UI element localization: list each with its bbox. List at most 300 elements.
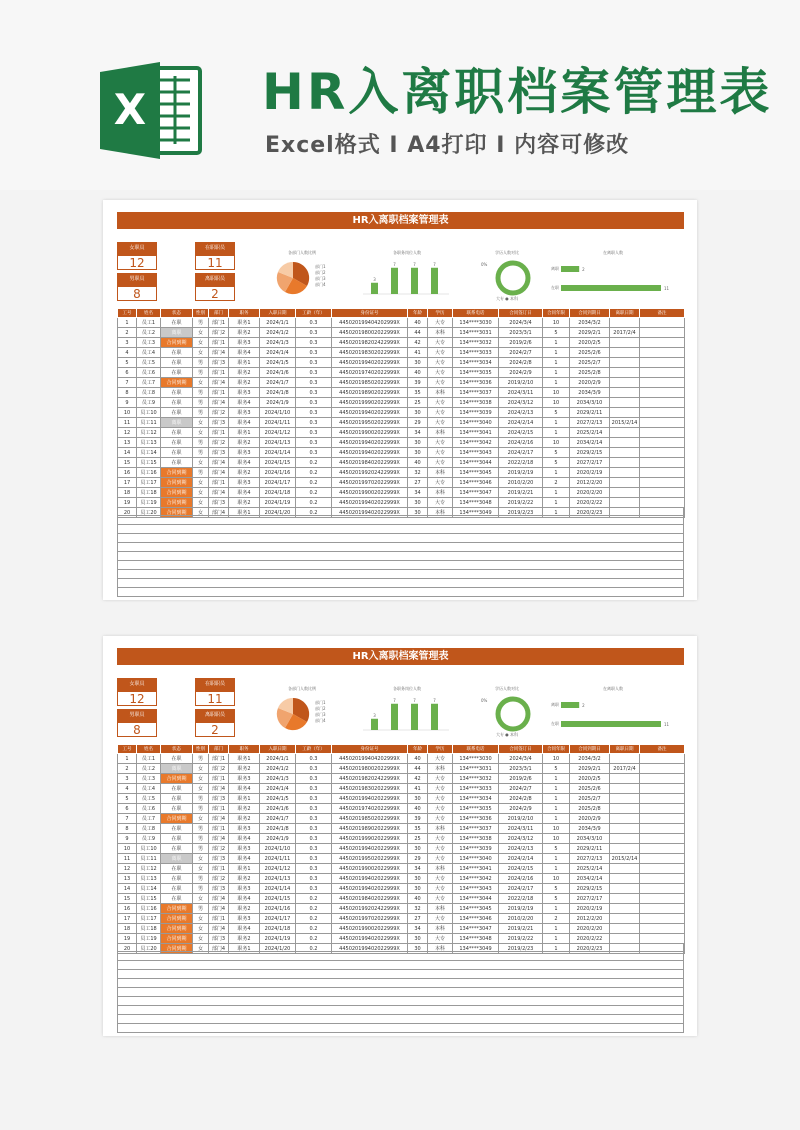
table-cell: 445020198002022999X <box>332 328 408 338</box>
empty-row <box>117 552 684 561</box>
table-cell: 职务4 <box>229 398 260 408</box>
column-header: 工龄（年） <box>296 309 332 318</box>
table-cell: 大专 <box>428 318 453 328</box>
table-cell: 35 <box>408 824 428 834</box>
empty-row <box>117 525 684 534</box>
table-cell: 员工9 <box>137 398 161 408</box>
table-cell: 部门2 <box>209 874 229 884</box>
promo-header <box>0 0 800 190</box>
table-cell: 员工17 <box>137 914 161 924</box>
table-row <box>118 428 685 438</box>
table-cell: 2024/1/6 <box>260 804 296 814</box>
table-cell: 本科 <box>428 468 453 478</box>
sheet-preview-top <box>103 200 697 600</box>
pie-legend <box>315 264 326 288</box>
table-cell: 134****3041 <box>453 864 499 874</box>
table-cell: 2019/2/22 <box>499 934 543 944</box>
empty-row <box>117 943 684 952</box>
table-cell: 1 <box>118 754 137 764</box>
table-cell: 部门1 <box>209 754 229 764</box>
table-cell: 部门1 <box>209 318 229 328</box>
column-header: 职务 <box>229 745 260 754</box>
table-cell: 2024/1/15 <box>260 458 296 468</box>
empty-row <box>117 543 684 552</box>
table-row <box>118 924 685 934</box>
table-cell: 职务3 <box>229 408 260 418</box>
table-cell: 部门3 <box>209 498 229 508</box>
table-cell: 合同到期 <box>161 904 193 914</box>
table-cell: 部门4 <box>209 508 229 518</box>
table-cell: 29 <box>408 854 428 864</box>
table-cell: 2034/3/9 <box>570 388 610 398</box>
table-cell: 大专 <box>428 408 453 418</box>
table-cell: 2024/2/7 <box>499 784 543 794</box>
table-cell: 0.2 <box>296 458 332 468</box>
table-cell: 男 <box>193 358 209 368</box>
table-cell: 员工4 <box>137 348 161 358</box>
table-cell: 女 <box>193 378 209 388</box>
table-cell: 大专 <box>428 358 453 368</box>
table-cell: 2025/2/7 <box>570 794 610 804</box>
table-cell: 39 <box>408 378 428 388</box>
table-cell: 134****3030 <box>453 318 499 328</box>
table-cell: 职务3 <box>229 824 260 834</box>
table-cell: 2024/1/17 <box>260 478 296 488</box>
table-cell: 本科 <box>428 944 453 954</box>
table-cell: 0.3 <box>296 854 332 864</box>
table-cell: 女 <box>193 934 209 944</box>
table-cell: 0.2 <box>296 478 332 488</box>
table-cell <box>610 438 640 448</box>
table-cell: 17 <box>118 914 137 924</box>
table-cell: 部门4 <box>209 458 229 468</box>
table-cell: 0.3 <box>296 408 332 418</box>
table-cell: 部门1 <box>209 774 229 784</box>
donut-percent: 0% <box>481 262 488 267</box>
table-cell: 0.3 <box>296 448 332 458</box>
table-cell: 445020198902022999X <box>332 824 408 834</box>
table-cell: 员工12 <box>137 428 161 438</box>
table-cell: 0.3 <box>296 804 332 814</box>
table-cell: 10 <box>543 824 570 834</box>
table-cell: 1 <box>543 488 570 498</box>
table-cell <box>610 358 640 368</box>
table-cell: 在职 <box>161 358 193 368</box>
table-cell: 职务1 <box>229 754 260 764</box>
table-cell <box>610 794 640 804</box>
table-cell <box>610 468 640 478</box>
table-cell: 2024/2/15 <box>499 864 543 874</box>
table-cell: 职务3 <box>229 844 260 854</box>
column-header: 合同年限 <box>543 745 570 754</box>
hbar-value-label: 2 <box>582 267 585 272</box>
table-cell: 9 <box>118 834 137 844</box>
table-cell <box>640 874 685 884</box>
table-cell: 2 <box>118 764 137 774</box>
pie-legend-item: 部门3 <box>315 712 326 717</box>
table-cell <box>610 398 640 408</box>
table-cell <box>640 754 685 764</box>
table-cell: 134****3032 <box>453 338 499 348</box>
table-cell: 2024/2/13 <box>499 408 543 418</box>
table-cell: 445020199502022999X <box>332 418 408 428</box>
table-cell: 在职 <box>161 834 193 844</box>
table-cell: 42 <box>408 774 428 784</box>
table-header-row <box>118 745 685 754</box>
table-cell: 女 <box>193 478 209 488</box>
empty-row <box>117 1015 684 1024</box>
table-cell: 员工5 <box>137 794 161 804</box>
table-cell: 职务2 <box>229 874 260 884</box>
table-cell: 10 <box>543 754 570 764</box>
bar-value-label: 7 <box>413 261 416 267</box>
table-cell: 15 <box>118 894 137 904</box>
table-cell: 0.2 <box>296 924 332 934</box>
table-cell: 女 <box>193 944 209 954</box>
table-cell: 大专 <box>428 854 453 864</box>
table-cell: 2019/2/10 <box>499 378 543 388</box>
column-header: 性别 <box>193 745 209 754</box>
table-cell: 职务3 <box>229 884 260 894</box>
table-cell: 2019/2/22 <box>499 498 543 508</box>
table-cell: 13 <box>118 438 137 448</box>
table-cell: 部门4 <box>209 834 229 844</box>
bar-mark <box>391 704 398 730</box>
table-cell: 2012/2/20 <box>570 914 610 924</box>
table-cell: 0.3 <box>296 398 332 408</box>
table-cell: 大专 <box>428 448 453 458</box>
left-count-label: 离职职员 <box>195 273 235 286</box>
table-row <box>118 814 685 824</box>
table-cell: 42 <box>408 338 428 348</box>
table-cell: 职务1 <box>229 358 260 368</box>
table-row <box>118 894 685 904</box>
table-cell: 40 <box>408 754 428 764</box>
table-cell: 2024/1/10 <box>260 408 296 418</box>
table-cell: 部门4 <box>209 924 229 934</box>
table-cell: 5 <box>543 884 570 894</box>
table-cell: 1 <box>543 428 570 438</box>
column-header: 学历 <box>428 745 453 754</box>
table-cell: 7 <box>118 378 137 388</box>
table-row <box>118 318 685 328</box>
table-cell: 2020/2/9 <box>570 814 610 824</box>
table-cell: 0.3 <box>296 844 332 854</box>
table-cell: 在职 <box>161 804 193 814</box>
table-cell: 134****3031 <box>453 328 499 338</box>
table-cell: 部门3 <box>209 448 229 458</box>
table-cell: 34 <box>408 924 428 934</box>
empty-row <box>117 570 684 579</box>
table-cell: 本科 <box>428 904 453 914</box>
table-cell: 445020198502022999X <box>332 814 408 824</box>
column-header: 入职日期 <box>260 309 296 318</box>
table-cell: 女 <box>193 814 209 824</box>
table-cell: 14 <box>118 448 137 458</box>
pie-legend-item: 部门1 <box>315 264 326 269</box>
table-cell: 134****3048 <box>453 498 499 508</box>
table-cell <box>640 824 685 834</box>
table-cell: 部门4 <box>209 398 229 408</box>
empty-row <box>117 997 684 1006</box>
table-cell: 2024/1/13 <box>260 438 296 448</box>
table-cell: 部门1 <box>209 824 229 834</box>
table-cell: 职务1 <box>229 508 260 518</box>
table-cell: 2029/2/11 <box>570 408 610 418</box>
table-cell: 职务2 <box>229 498 260 508</box>
table-cell: 10 <box>118 408 137 418</box>
table-cell <box>640 458 685 468</box>
table-row <box>118 844 685 854</box>
table-cell: 2017/2/4 <box>610 328 640 338</box>
table-cell: 2019/2/23 <box>499 508 543 518</box>
table-cell <box>640 338 685 348</box>
donut-legend: 大专 ● 本科 <box>496 296 519 301</box>
table-cell: 大专 <box>428 804 453 814</box>
table-cell: 大专 <box>428 438 453 448</box>
table-cell: 员工14 <box>137 448 161 458</box>
table-cell: 134****3046 <box>453 914 499 924</box>
table-cell: 部门4 <box>209 814 229 824</box>
table-cell <box>640 388 685 398</box>
table-cell: 0.3 <box>296 338 332 348</box>
table-cell <box>640 408 685 418</box>
table-cell: 部门1 <box>209 864 229 874</box>
bar-mark <box>371 283 378 294</box>
table-cell: 3 <box>118 338 137 348</box>
table-cell: 0.3 <box>296 764 332 774</box>
table-cell: 2020/2/22 <box>570 498 610 508</box>
table-cell: 2025/2/14 <box>570 428 610 438</box>
table-cell: 12 <box>118 428 137 438</box>
table-cell: 4 <box>118 348 137 358</box>
table-cell: 大专 <box>428 884 453 894</box>
table-cell: 445020199402022999X <box>332 438 408 448</box>
table-cell: 职务4 <box>229 458 260 468</box>
table-cell: 员工14 <box>137 884 161 894</box>
table-cell: 女 <box>193 854 209 864</box>
table-cell: 10 <box>543 318 570 328</box>
bar-mark <box>431 704 438 730</box>
table-cell: 员工15 <box>137 458 161 468</box>
table-cell: 男 <box>193 904 209 914</box>
table-cell: 大专 <box>428 458 453 468</box>
table-cell: 4 <box>118 784 137 794</box>
hbar-value-label: 11 <box>664 286 670 291</box>
table-cell: 2034/3/2 <box>570 318 610 328</box>
table-cell: 2024/2/15 <box>499 428 543 438</box>
hbar-mark <box>561 702 579 708</box>
table-row <box>118 934 685 944</box>
table-cell: 2020/2/23 <box>570 944 610 954</box>
table-cell: 大专 <box>428 754 453 764</box>
table-cell: 职务1 <box>229 428 260 438</box>
table-cell <box>610 894 640 904</box>
table-cell: 30 <box>408 358 428 368</box>
table-cell: 12 <box>118 864 137 874</box>
table-cell: 合同到期 <box>161 774 193 784</box>
table-cell <box>610 934 640 944</box>
table-cell <box>610 498 640 508</box>
table-cell: 16 <box>118 904 137 914</box>
sheet-preview-bottom <box>103 636 697 1036</box>
table-cell: 40 <box>408 804 428 814</box>
empty-row <box>117 516 684 525</box>
table-cell: 445020199002022999X <box>332 428 408 438</box>
table-cell: 0.3 <box>296 864 332 874</box>
table-cell: 445020197402022999X <box>332 368 408 378</box>
table-row <box>118 864 685 874</box>
table-cell: 0.2 <box>296 498 332 508</box>
empty-row <box>117 507 684 516</box>
table-row <box>118 884 685 894</box>
table-cell <box>610 378 640 388</box>
table-row <box>118 754 685 764</box>
table-cell: 在职 <box>161 318 193 328</box>
column-header: 工号 <box>118 745 137 754</box>
table-cell: 在职 <box>161 884 193 894</box>
table-row <box>118 378 685 388</box>
hbar-label: 离职 <box>551 266 559 271</box>
table-cell: 男 <box>193 468 209 478</box>
table-cell: 2023/3/1 <box>499 764 543 774</box>
table-cell <box>610 368 640 378</box>
table-cell: 30 <box>408 944 428 954</box>
table-cell: 合同到期 <box>161 478 193 488</box>
table-row <box>118 478 685 488</box>
table-cell: 2024/3/11 <box>499 388 543 398</box>
education-donut-chart <box>493 258 533 298</box>
table-cell: 134****3042 <box>453 874 499 884</box>
table-cell: 1 <box>543 348 570 358</box>
column-header: 合同年限 <box>543 309 570 318</box>
table-cell: 2024/2/8 <box>499 794 543 804</box>
table-cell: 部门2 <box>209 438 229 448</box>
bar-mark <box>411 704 418 730</box>
table-cell: 445020198402022999X <box>332 894 408 904</box>
table-cell: 2015/2/14 <box>610 854 640 864</box>
table-cell <box>640 924 685 934</box>
table-cell: 134****3040 <box>453 854 499 864</box>
table-cell <box>640 328 685 338</box>
table-cell: 大专 <box>428 794 453 804</box>
hbar-label: 在职 <box>551 721 559 726</box>
active-count-label: 在职职员 <box>195 678 235 691</box>
table-cell: 134****3039 <box>453 408 499 418</box>
empty-row <box>117 1024 684 1033</box>
table-cell: 134****3048 <box>453 934 499 944</box>
table-cell: 在职 <box>161 874 193 884</box>
position-bar-chart <box>361 694 451 736</box>
table-cell: 大专 <box>428 368 453 378</box>
table-cell: 10 <box>543 874 570 884</box>
table-cell: 在职 <box>161 824 193 834</box>
table-cell: 2025/2/14 <box>570 864 610 874</box>
table-cell: 11 <box>118 418 137 428</box>
table-cell: 职务4 <box>229 418 260 428</box>
column-header: 合同到期日 <box>570 309 610 318</box>
table-cell: 大专 <box>428 774 453 784</box>
table-cell: 职务3 <box>229 448 260 458</box>
table-cell: 134****3040 <box>453 418 499 428</box>
table-cell: 1 <box>543 814 570 824</box>
table-cell: 27 <box>408 478 428 488</box>
table-cell: 2019/2/21 <box>499 924 543 934</box>
empty-row <box>117 561 684 570</box>
sheet-title: HR入离职档案管理表 <box>117 212 684 229</box>
table-cell: 2027/2/17 <box>570 894 610 904</box>
column-header: 部门 <box>209 745 229 754</box>
table-cell: 30 <box>408 408 428 418</box>
table-cell: 2019/2/6 <box>499 338 543 348</box>
table-cell: 2024/1/16 <box>260 904 296 914</box>
column-header: 状态 <box>161 309 193 318</box>
column-header: 年龄 <box>408 309 428 318</box>
table-cell: 员工4 <box>137 784 161 794</box>
table-cell: 部门4 <box>209 488 229 498</box>
female-count-value: 12 <box>117 255 157 270</box>
table-cell <box>640 358 685 368</box>
empty-row <box>117 579 684 588</box>
table-cell: 男 <box>193 448 209 458</box>
table-cell: 部门3 <box>209 854 229 864</box>
table-cell: 10 <box>118 844 137 854</box>
table-row <box>118 358 685 368</box>
table-cell: 20 <box>118 508 137 518</box>
column-header: 离职日期 <box>610 745 640 754</box>
table-cell: 20 <box>118 944 137 954</box>
table-cell: 134****3033 <box>453 348 499 358</box>
empty-row <box>117 952 684 961</box>
page-subtitle: Excel格式 I A4打印 I 内容可修改 <box>265 133 630 158</box>
table-cell: 女 <box>193 864 209 874</box>
table-cell: 40 <box>408 458 428 468</box>
table-cell: 职务2 <box>229 378 260 388</box>
table-cell <box>610 428 640 438</box>
table-cell: 合同到期 <box>161 468 193 478</box>
table-row <box>118 468 685 478</box>
table-cell: 员工20 <box>137 508 161 518</box>
table-cell: 134****3037 <box>453 388 499 398</box>
table-cell: 8 <box>118 388 137 398</box>
table-cell: 134****3036 <box>453 378 499 388</box>
table-cell: 在职 <box>161 408 193 418</box>
table-cell: 2010/2/20 <box>499 914 543 924</box>
table-cell: 部门3 <box>209 358 229 368</box>
table-cell: 2024/2/13 <box>499 844 543 854</box>
table-cell: 合同到期 <box>161 508 193 518</box>
table-cell: 0.3 <box>296 774 332 784</box>
table-cell: 男 <box>193 824 209 834</box>
table-cell: 大专 <box>428 834 453 844</box>
table-cell: 2020/2/19 <box>570 904 610 914</box>
table-row <box>118 488 685 498</box>
table-cell: 男 <box>193 804 209 814</box>
table-cell: 2024/1/12 <box>260 864 296 874</box>
column-header: 工号 <box>118 309 137 318</box>
column-header: 离职日期 <box>610 309 640 318</box>
table-cell: 134****3044 <box>453 894 499 904</box>
table-cell: 445020199402022999X <box>332 358 408 368</box>
table-row <box>118 764 685 774</box>
table-row <box>118 448 685 458</box>
table-cell: 15 <box>118 458 137 468</box>
bar-mark <box>391 268 398 294</box>
bar-mark <box>411 268 418 294</box>
table-cell: 0.3 <box>296 824 332 834</box>
table-cell: 0.3 <box>296 874 332 884</box>
table-cell: 2025/2/8 <box>570 368 610 378</box>
